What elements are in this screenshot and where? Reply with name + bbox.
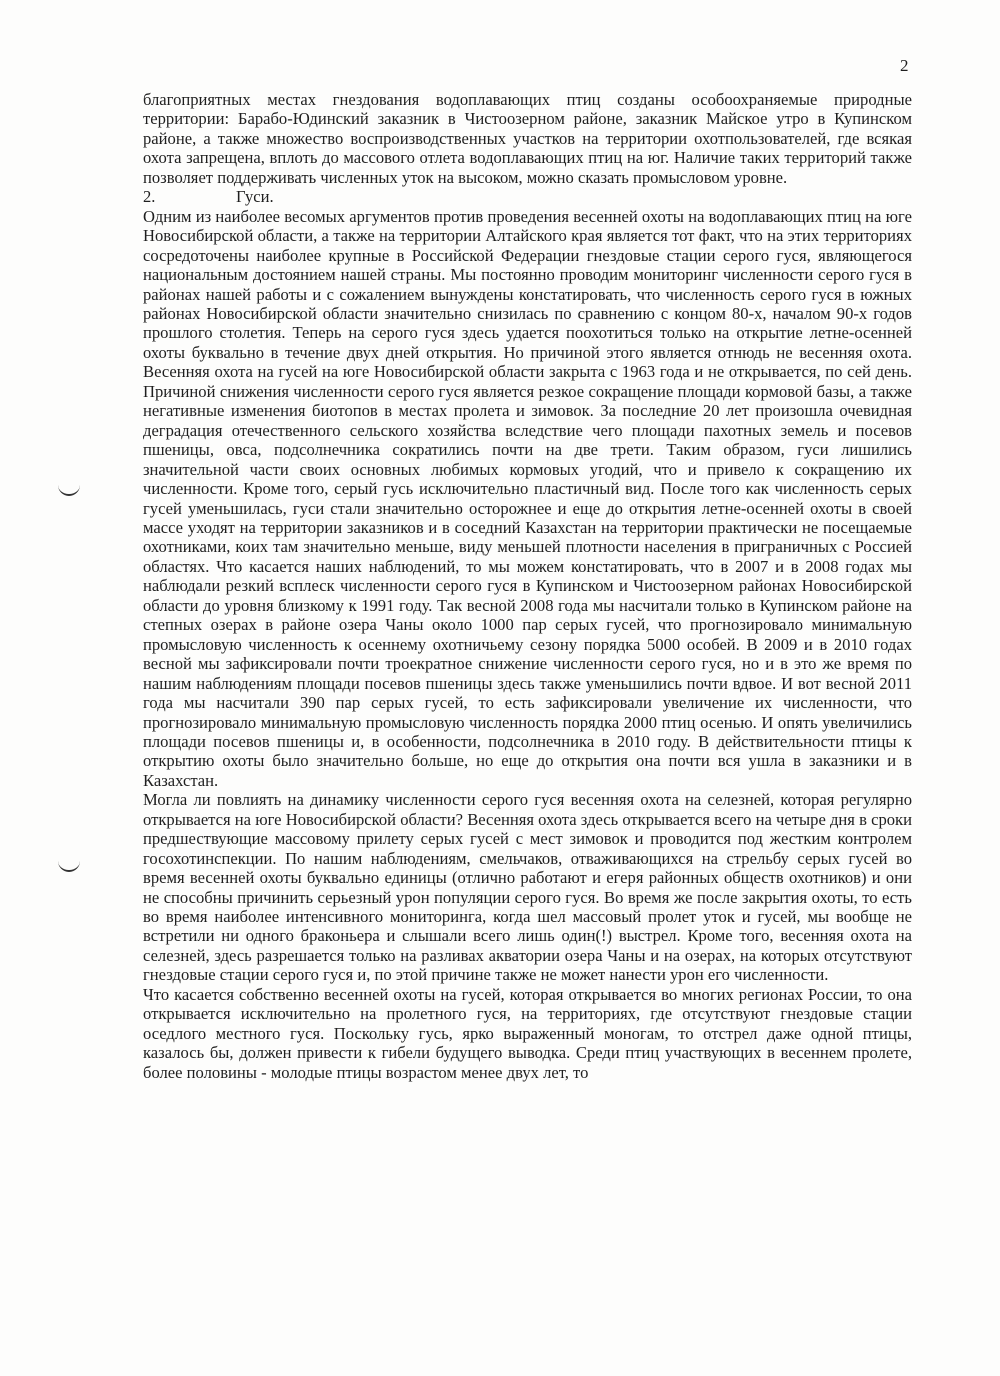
section-number: 2.	[143, 187, 156, 207]
punch-hole-mark	[58, 484, 80, 496]
document-body	[143, 90, 912, 1082]
paragraph: Что касается собственно весенней охоты на гусей, которая открывается во многих регионах России, то она открывается исключительно на пролетного гуся, на территориях, где отсутствуют гнездовые стации оседлого местного гуся. Поскольку гусь, ярко выраженный моногам, то отстрел даже одной птицы, казалось бы, должен привести к гибели будущего выводка. Среди птиц участвующих в весеннем пролете, более половины - молодые птицы возрастом менее двух лет, то	[143, 984, 912, 1082]
paragraph: Одним из наиболее весомых аргументов против проведения весенней охоты на водоплавающих птиц на юге Новосибирской области, а также на территории Алтайского края является тот факт, что на этих территориях сосредоточены наиболее крупные в Российской Федерации гнездовые стации серого гуся, являющегося национальным достоянием нашей страны. Мы постоянно проводим мониторинг численности серого гуся в районах нашей работы и с сожалением вынуждены констатировать, что численность серого гуся в южных районах Новосибирской области значительно снизилась по сравнению с концом 80-х, началом 90-х годов прошлого столетия. Теперь на серого гуся здесь удается поохотиться только на открытие летне-осенней охоты буквально в течение двух дней открытия. Но причиной этого является отнюдь не весенняя охота. Весенняя охота на гусей на юге Новосибирской области закрыта с 1963 года и не открывается, по сей день. Причиной снижения численности серого гуся является резкое сокращение площади кормовой базы, а также негативные изменения биотопов в местах пролета и зимовок. За последние 20 лет произошла очевидная деградация отечественного сельского хозяйства вследствие чего площади пахотных земель и посевов пшеницы, овса, подсолнечника сократились почти на две трети. Таким образом, гуси лишились значительной части своих основных любимых кормовых угодий, что и привело к сокращению их численности. Кроме того, серый гусь исключительно пластичный вид. После того как численность серых гусей уменьшилась, гуси стали значительно осторожнее и еще до открытия летне-осенней охоты в своей массе уходят на территории заказников и в соседний Казахстан на территории практически не посещаемые охотниками, коих там значительно меньше, виду меньшей плотности населения в приграничных с Россией областях. Что касается наших наблюдений, то мы можем констатировать, что в 2007 и в 2008 годах мы наблюдали резкий всплеск численности серого гуся в Купинском и Чистоозерном районах Новосибирской области до уровня близкому к 1991 году. Так весной 2008 года мы насчитали только в Купинском районе на степных озерах в районе озера Чаны около 1000 пар серых гусей, что прогнозировало минимальную промысловую численность к осеннему охотничьему сезону порядка 5000 особей. В 2009 и в 2010 годах весной мы зафиксировали почти троекратное снижение численности серого гуся, но и в это же время по нашим наблюдениям площади посевов пшеницы здесь также уменьшились почти вдвое. И вот весной 2011 года мы насчитали 390 пар серых гусей, то есть зафиксировали увеличение их численности, что прогнозировало минимальную промысловую численность порядка 2000 птиц осенью. И опять увеличились площади посевов пшеницы и, в особенности, подсолнечника в 2010 году. В действительности птицы к открытию охоты было значительно больше, но еще до открытия она почти вся ушла в заказники и в Казахстан.	[143, 206, 912, 790]
punch-hole-mark	[58, 860, 80, 872]
page-number: 2	[900, 56, 909, 75]
paragraph-continued: благоприятных местах гнездования водоплавающих птиц созданы особоохраняемые природные территории: Барабо-Юдинский заказник в Чистоозерном районе, заказник Майское утро в Купинском районе, а также множество воспроизводственных участков на территории охотпользователей, где всякая охота запрещена, вплоть до массового отлета водоплавающих птиц на юг. Наличие таких территорий также позволяет поддерживать численных уток на высоком, можно сказать промысловом уровне.	[143, 90, 912, 187]
paragraph: Могла ли повлиять на динамику численности серого гуся весенняя охота на селезней, которая регулярно открывается на юге Новосибирской области? Весенняя охота здесь открывается всего на четыре дня в сроки предшествующие массовому прилету серых гусей с мест зимовок и проводится под жестким контролем госохотинспекции. По нашим наблюдениям, смельчаков, отваживающихся на стрельбу серых гусей во время весенней охоты буквально единицы (отлично работают и егеря районных обществ охотников) и они не способны причинить серьезный урон популяции серого гуся. Во время же после закрытия охоты, то есть во время наиболее интенсивного мониторинга, когда шел массовый пролет уток и гусей, мы вообще не встретили ни одного браконьера и слышали всего лишь один(!) выстрел. Кроме того, весенняя охота на селезней, здесь разрешается только на разливах акватории озера Чаны и на озерах, на которых отсутствуют гнездовые стации серого гуся и, по этой причине также не может нанести урон его численности.	[143, 790, 912, 985]
section-heading	[143, 187, 912, 206]
section-title: Гуси.	[236, 187, 274, 207]
